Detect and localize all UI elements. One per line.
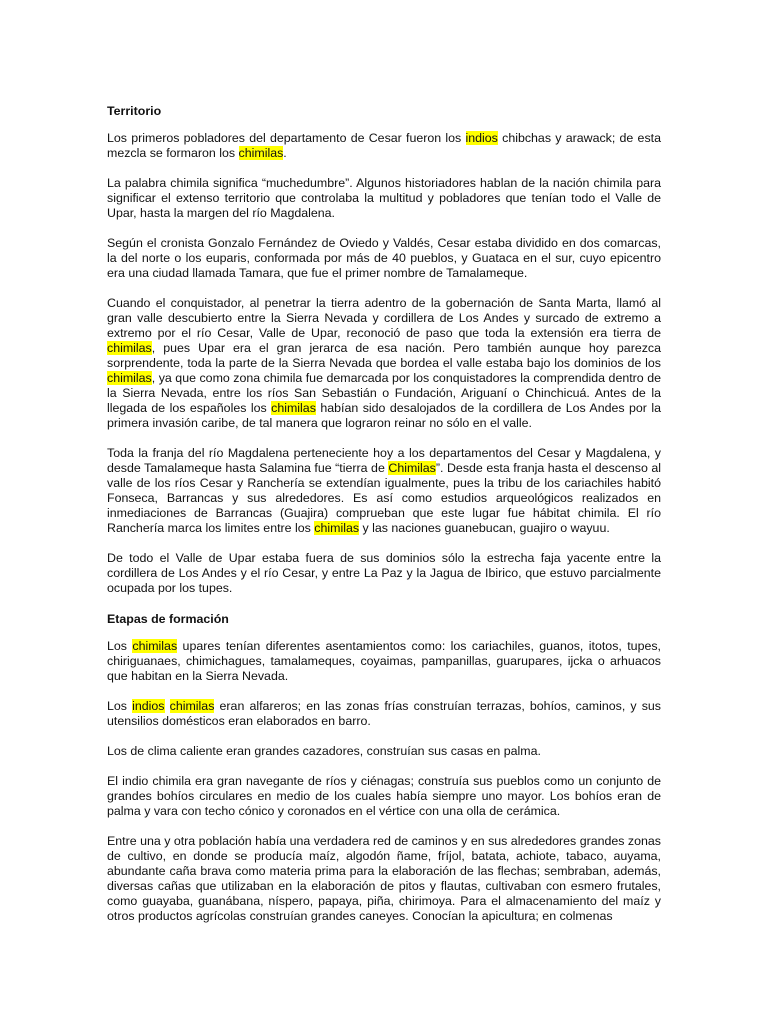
text-run: El indio chimila era gran navegante de ríos y ciénagas; construía sus pueblos como un conjunto de grandes bohíos circulares en medio de los cuales había siempre uno mayor. Los bohíos eran de palma y vara con techo cónico y coronados en el vértice con una olla de cerámica.	[107, 774, 661, 818]
text-run: ”. Desde esta franja hasta el descenso al valle de los ríos Cesar y Ranchería se extendían igualmente, pues la tribu de los cariachiles habitó Fonseca, Barrancas y sus alrededores. Es así como estudios arqueológicos realizados en inmediaciones de Barrancas (Guajira) comprueban que este lugar fue hábitat chimila. El río Ranchería marca los limites entre los	[107, 461, 661, 535]
section-heading: Etapas de formación	[107, 612, 229, 626]
text-run: upares tenían diferentes asentamientos como: los cariachiles, guanos, itotos, tupes, chiriguanaes, chimichagues, tamalameques, coyaimas, pampanillas, guarupares, ijcka o arhuacos que habitan en la Sierra Nevada.	[107, 639, 661, 683]
highlighted-term: chimilas	[169, 699, 215, 713]
text-run: .	[283, 146, 287, 160]
text-run: y las naciones guanebucan, guajiro o wayuu.	[359, 521, 610, 535]
highlighted-term: chimilas	[132, 639, 178, 653]
text-run: Toda la franja del río Magdalena perteneciente hoy a los departamentos del Cesar y Magdalena, y desde Tamalameque hasta Salamina fue “tierra de	[107, 446, 661, 475]
text-run: eran alfareros; en las zonas frías construían terrazas, bohíos, caminos, y sus utensilios domésticos eran elaborados en barro.	[107, 699, 661, 728]
highlighted-term: Chimilas	[388, 461, 436, 475]
text-run	[165, 699, 170, 713]
document-page	[107, 104, 661, 939]
paragraph	[107, 296, 661, 431]
text-run: , pues Upar era el gran jerarca de esa nación. Pero también aunque hoy parezca sorprendente, toda la parte de la Sierra Nevada que bordea el valle estaba bajo los dominios de los	[107, 341, 661, 370]
text-run: habían sido desalojados de la cordillera de Los Andes por la primera invasión caribe, de tal manera que lograron reinar no sólo en el valle.	[107, 401, 662, 430]
text-run: Cuando el conquistador, al penetrar la tierra adentro de la gobernación de Santa Marta, llamó al gran valle descubierto entre la Sierra Nevada y cordillera de Los Andes y surcado de extremo a extremo por el río Cesar, Valle de Upar, reconoció de paso que toda la extensión era tierra de	[107, 296, 661, 340]
text-run: Los	[107, 699, 133, 713]
highlighted-term: indios	[465, 131, 498, 145]
highlighted-term: chimilas	[271, 401, 316, 415]
paragraph	[107, 131, 661, 161]
section-heading: Territorio	[107, 104, 162, 118]
paragraph	[107, 446, 661, 536]
highlighted-term: chimilas	[107, 371, 152, 385]
text-run: , ya que como zona chimila fue demarcada por los conquistadores la comprendida dentro de la Sierra Nevada, entre los ríos San Sebastián o Fundación, Ariguaní o Chinchicuá. Antes de la llegada de los españoles los	[107, 371, 661, 415]
highlighted-term: indios	[132, 699, 165, 713]
highlighted-term: chimilas	[314, 521, 360, 535]
text-run: La palabra chimila significa “muchedumbre”. Algunos historiadores hablan de la nación chimila para significar el extenso territorio que controlaba la multitud y pobladores que tenían todo el Valle de Upar, hasta la margen del río Magdalena.	[107, 176, 661, 220]
text-run: De todo el Valle de Upar estaba fuera de sus dominios sólo la estrecha faja yacente entre la cordillera de Los Andes y el río Cesar, y entre La Paz y la Jagua de Ibirico, que estuvo parcialmente ocupada por los tupes.	[107, 551, 661, 595]
text-run: Según el cronista Gonzalo Fernández de Oviedo y Valdés, Cesar estaba dividido en dos comarcas, la del norte o los euparis, conformada por más de 40 pueblos, y Guataca en el sur, cuyo epicentro era una ciudad llamada Tamara, que fue el primer nombre de Tamalameque.	[107, 236, 661, 280]
text-run: Entre una y otra población había una verdadera red de caminos y en sus alrededores grandes zonas de cultivo, en donde se producía maíz, algodón ñame, fríjol, batata, achiote, tabaco, auyama, abundante caña brava como materia prima para la elaboración de las flechas; sembraban, además, diversas cañas que utilizaban en la elaboración de pitos y flautas, cultivaban con esmero frutales, como guayaba, guanábana, níspero, papaya, piña, chirimoya. Para el almacenamiento del maíz y otros productos agrícolas construían grandes caneyes. Conocían la apicultura; en colmenas	[107, 834, 661, 923]
text-run: Los	[107, 639, 133, 653]
paragraph	[107, 744, 661, 759]
text-run: chibchas y arawack; de esta mezcla se formaron los	[107, 131, 661, 160]
paragraph	[107, 774, 661, 819]
paragraph	[107, 176, 661, 221]
paragraph	[107, 551, 661, 596]
paragraph	[107, 834, 661, 924]
highlighted-term: chimilas	[238, 146, 284, 160]
text-run: Los primeros pobladores del departamento de Cesar fueron los	[107, 131, 466, 145]
paragraph	[107, 699, 661, 729]
text-run: Los de clima caliente eran grandes cazadores, construían sus casas en palma.	[107, 744, 541, 758]
paragraph	[107, 236, 661, 281]
paragraph	[107, 639, 661, 684]
highlighted-term: chimilas	[107, 341, 152, 355]
